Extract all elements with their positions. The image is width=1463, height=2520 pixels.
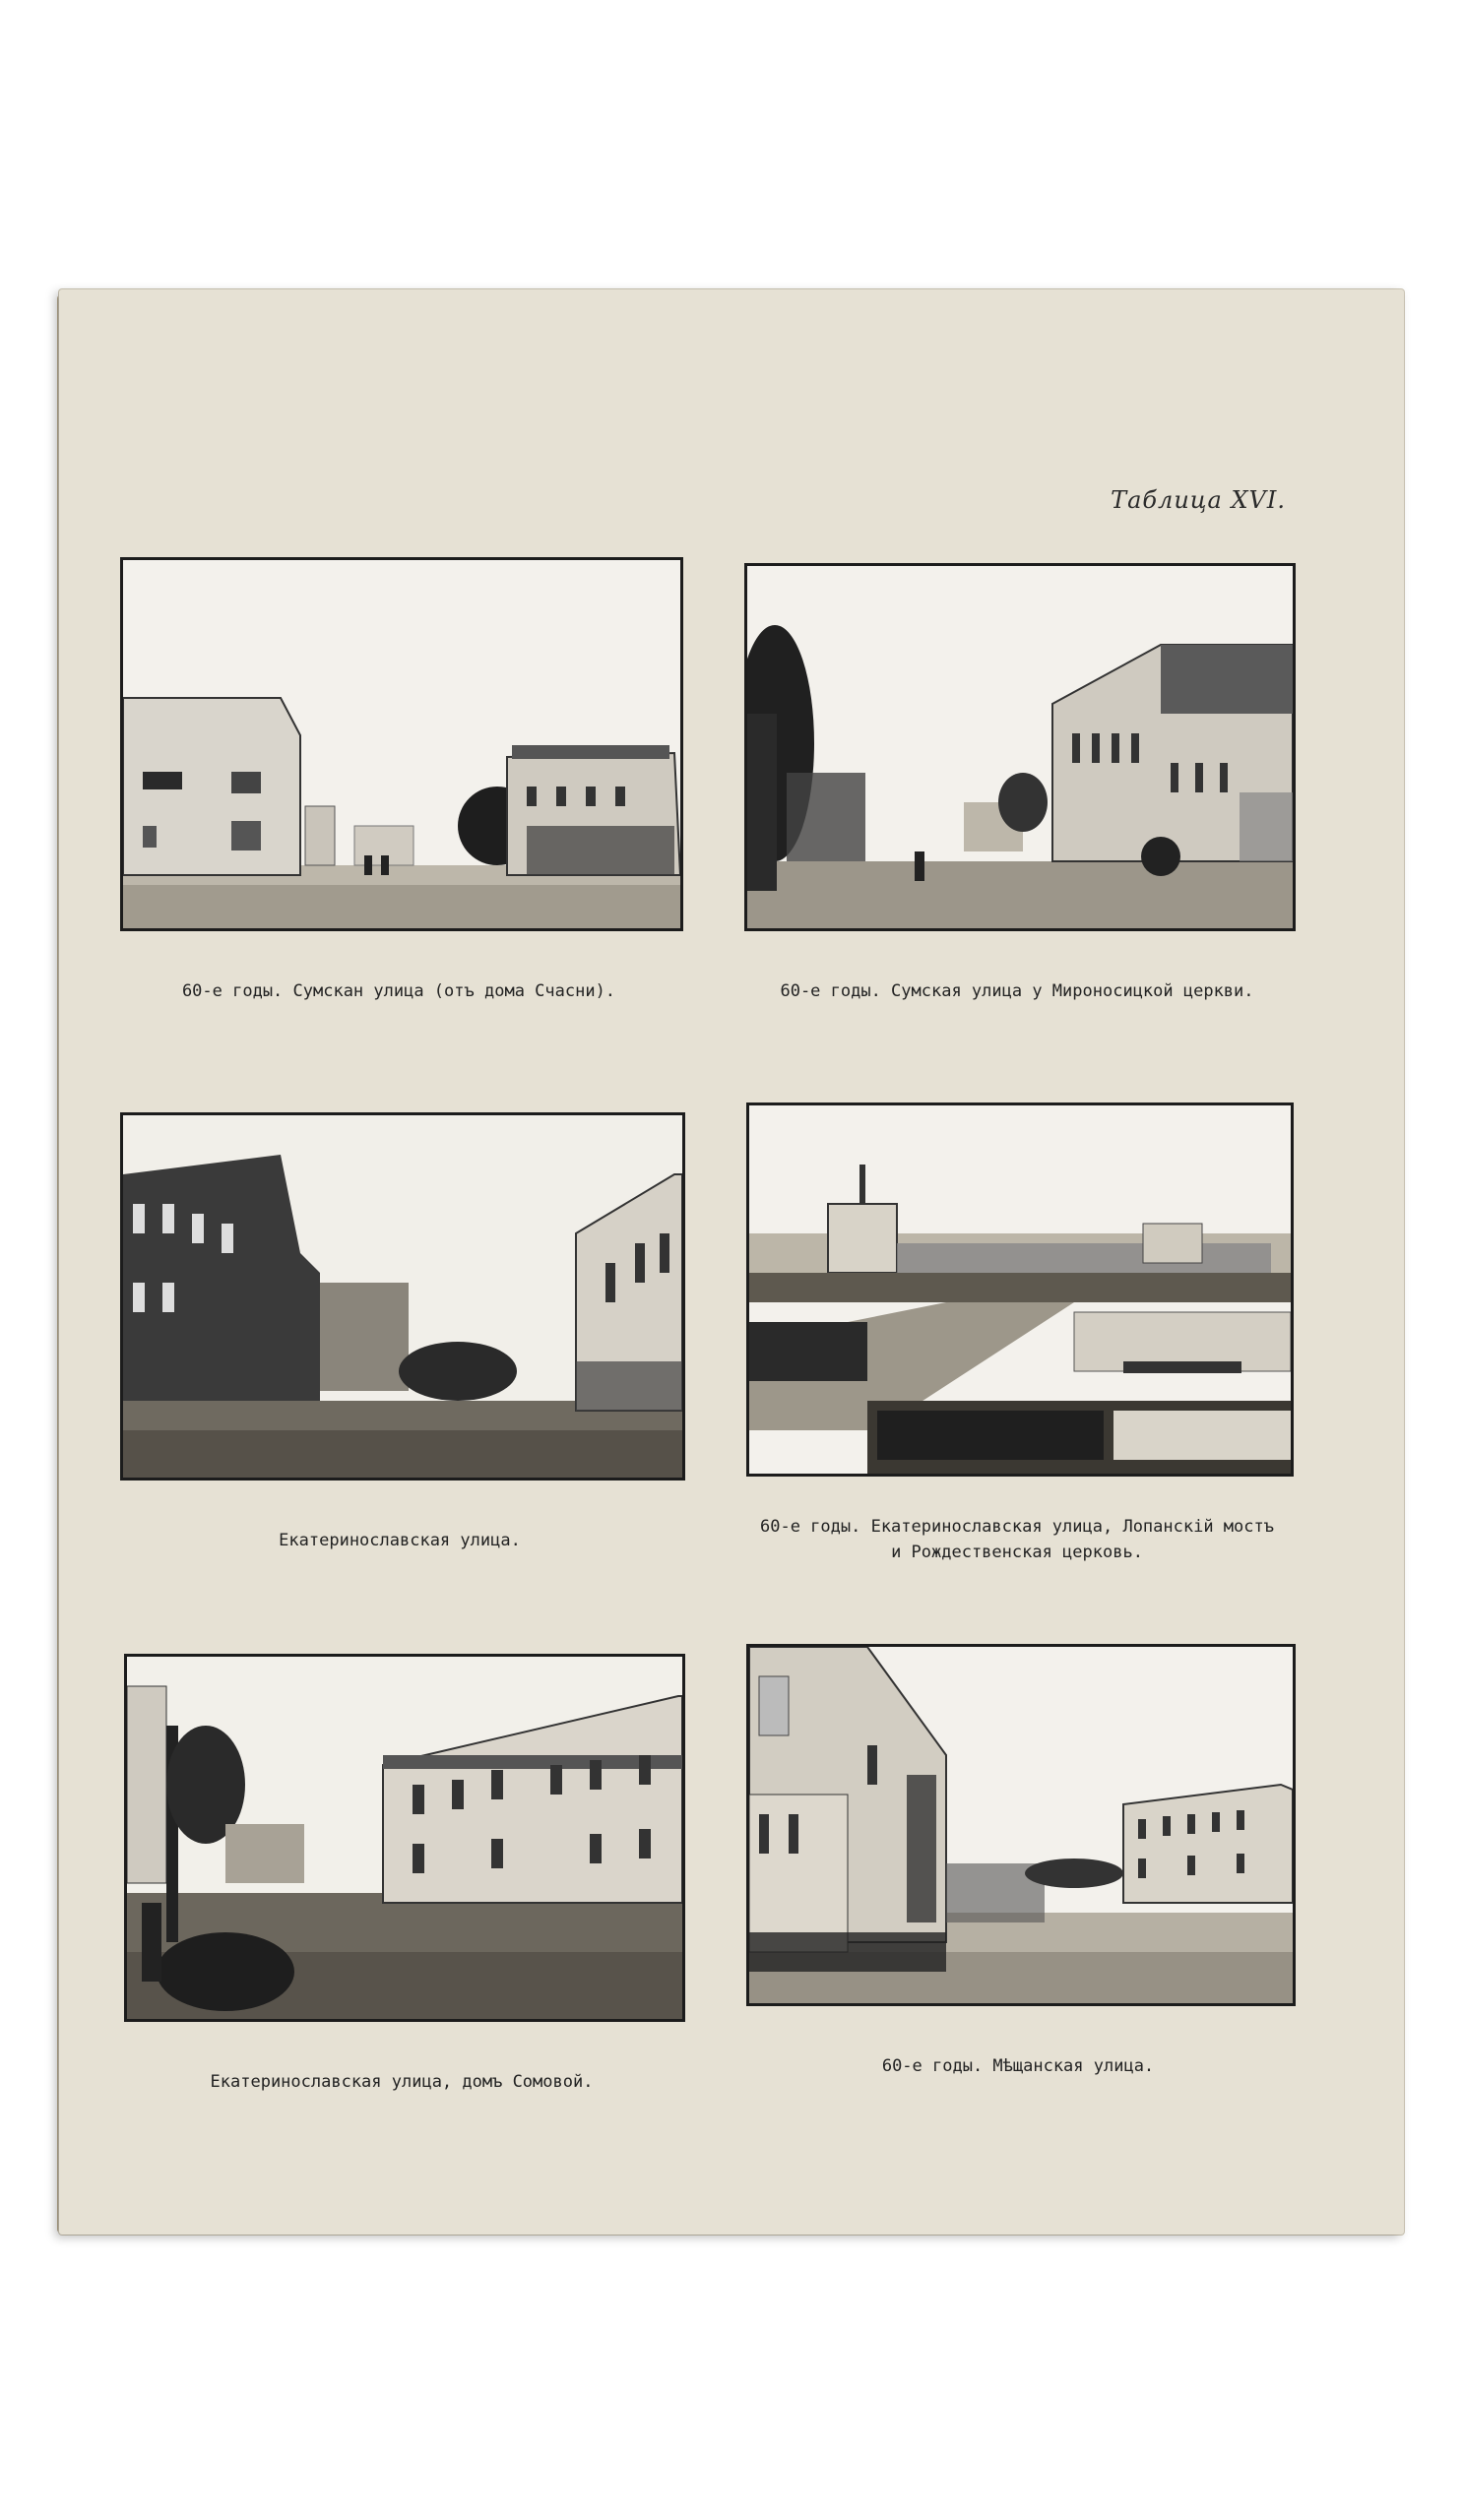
photo-somova-house — [124, 1654, 685, 2022]
photo-ekaterinoslavskaya-street — [120, 1112, 685, 1480]
book-page — [59, 289, 1404, 2235]
caption-1-line1: 60-е годы. Сумскан улица (отъ дома Счасни). — [181, 981, 616, 1001]
caption-6-line1: 60-е годы. Мѣщанская улица. — [881, 2056, 1155, 2076]
caption-6 — [746, 2053, 1290, 2079]
caption-1 — [120, 978, 677, 1004]
caption-5 — [124, 2069, 679, 2095]
photo-lopan-bridge — [746, 1102, 1294, 1477]
caption-4 — [738, 1514, 1296, 1565]
caption-3 — [120, 1528, 679, 1553]
caption-5-line1: Екатеринославская улица, домъ Сомовой. — [210, 2072, 594, 2092]
photo-meshchanskaya-street — [746, 1644, 1296, 2006]
caption-2-line1: 60-е годы. Сумская улица у Мироносицкой церкви. — [780, 981, 1254, 1001]
photo-sumskaya-street-2 — [744, 563, 1296, 931]
plate-label: Таблица XVI. — [1111, 486, 1286, 514]
caption-2 — [744, 978, 1290, 1004]
caption-4-line2: и Рождественская церковь. — [891, 1543, 1143, 1562]
caption-4-line1: 60-е годы. Екатеринославская улица, Лопанскій мостъ — [760, 1517, 1274, 1537]
caption-3-line1: Екатеринославская улица. — [279, 1531, 521, 1550]
photo-sumskaya-street-1 — [120, 557, 683, 931]
